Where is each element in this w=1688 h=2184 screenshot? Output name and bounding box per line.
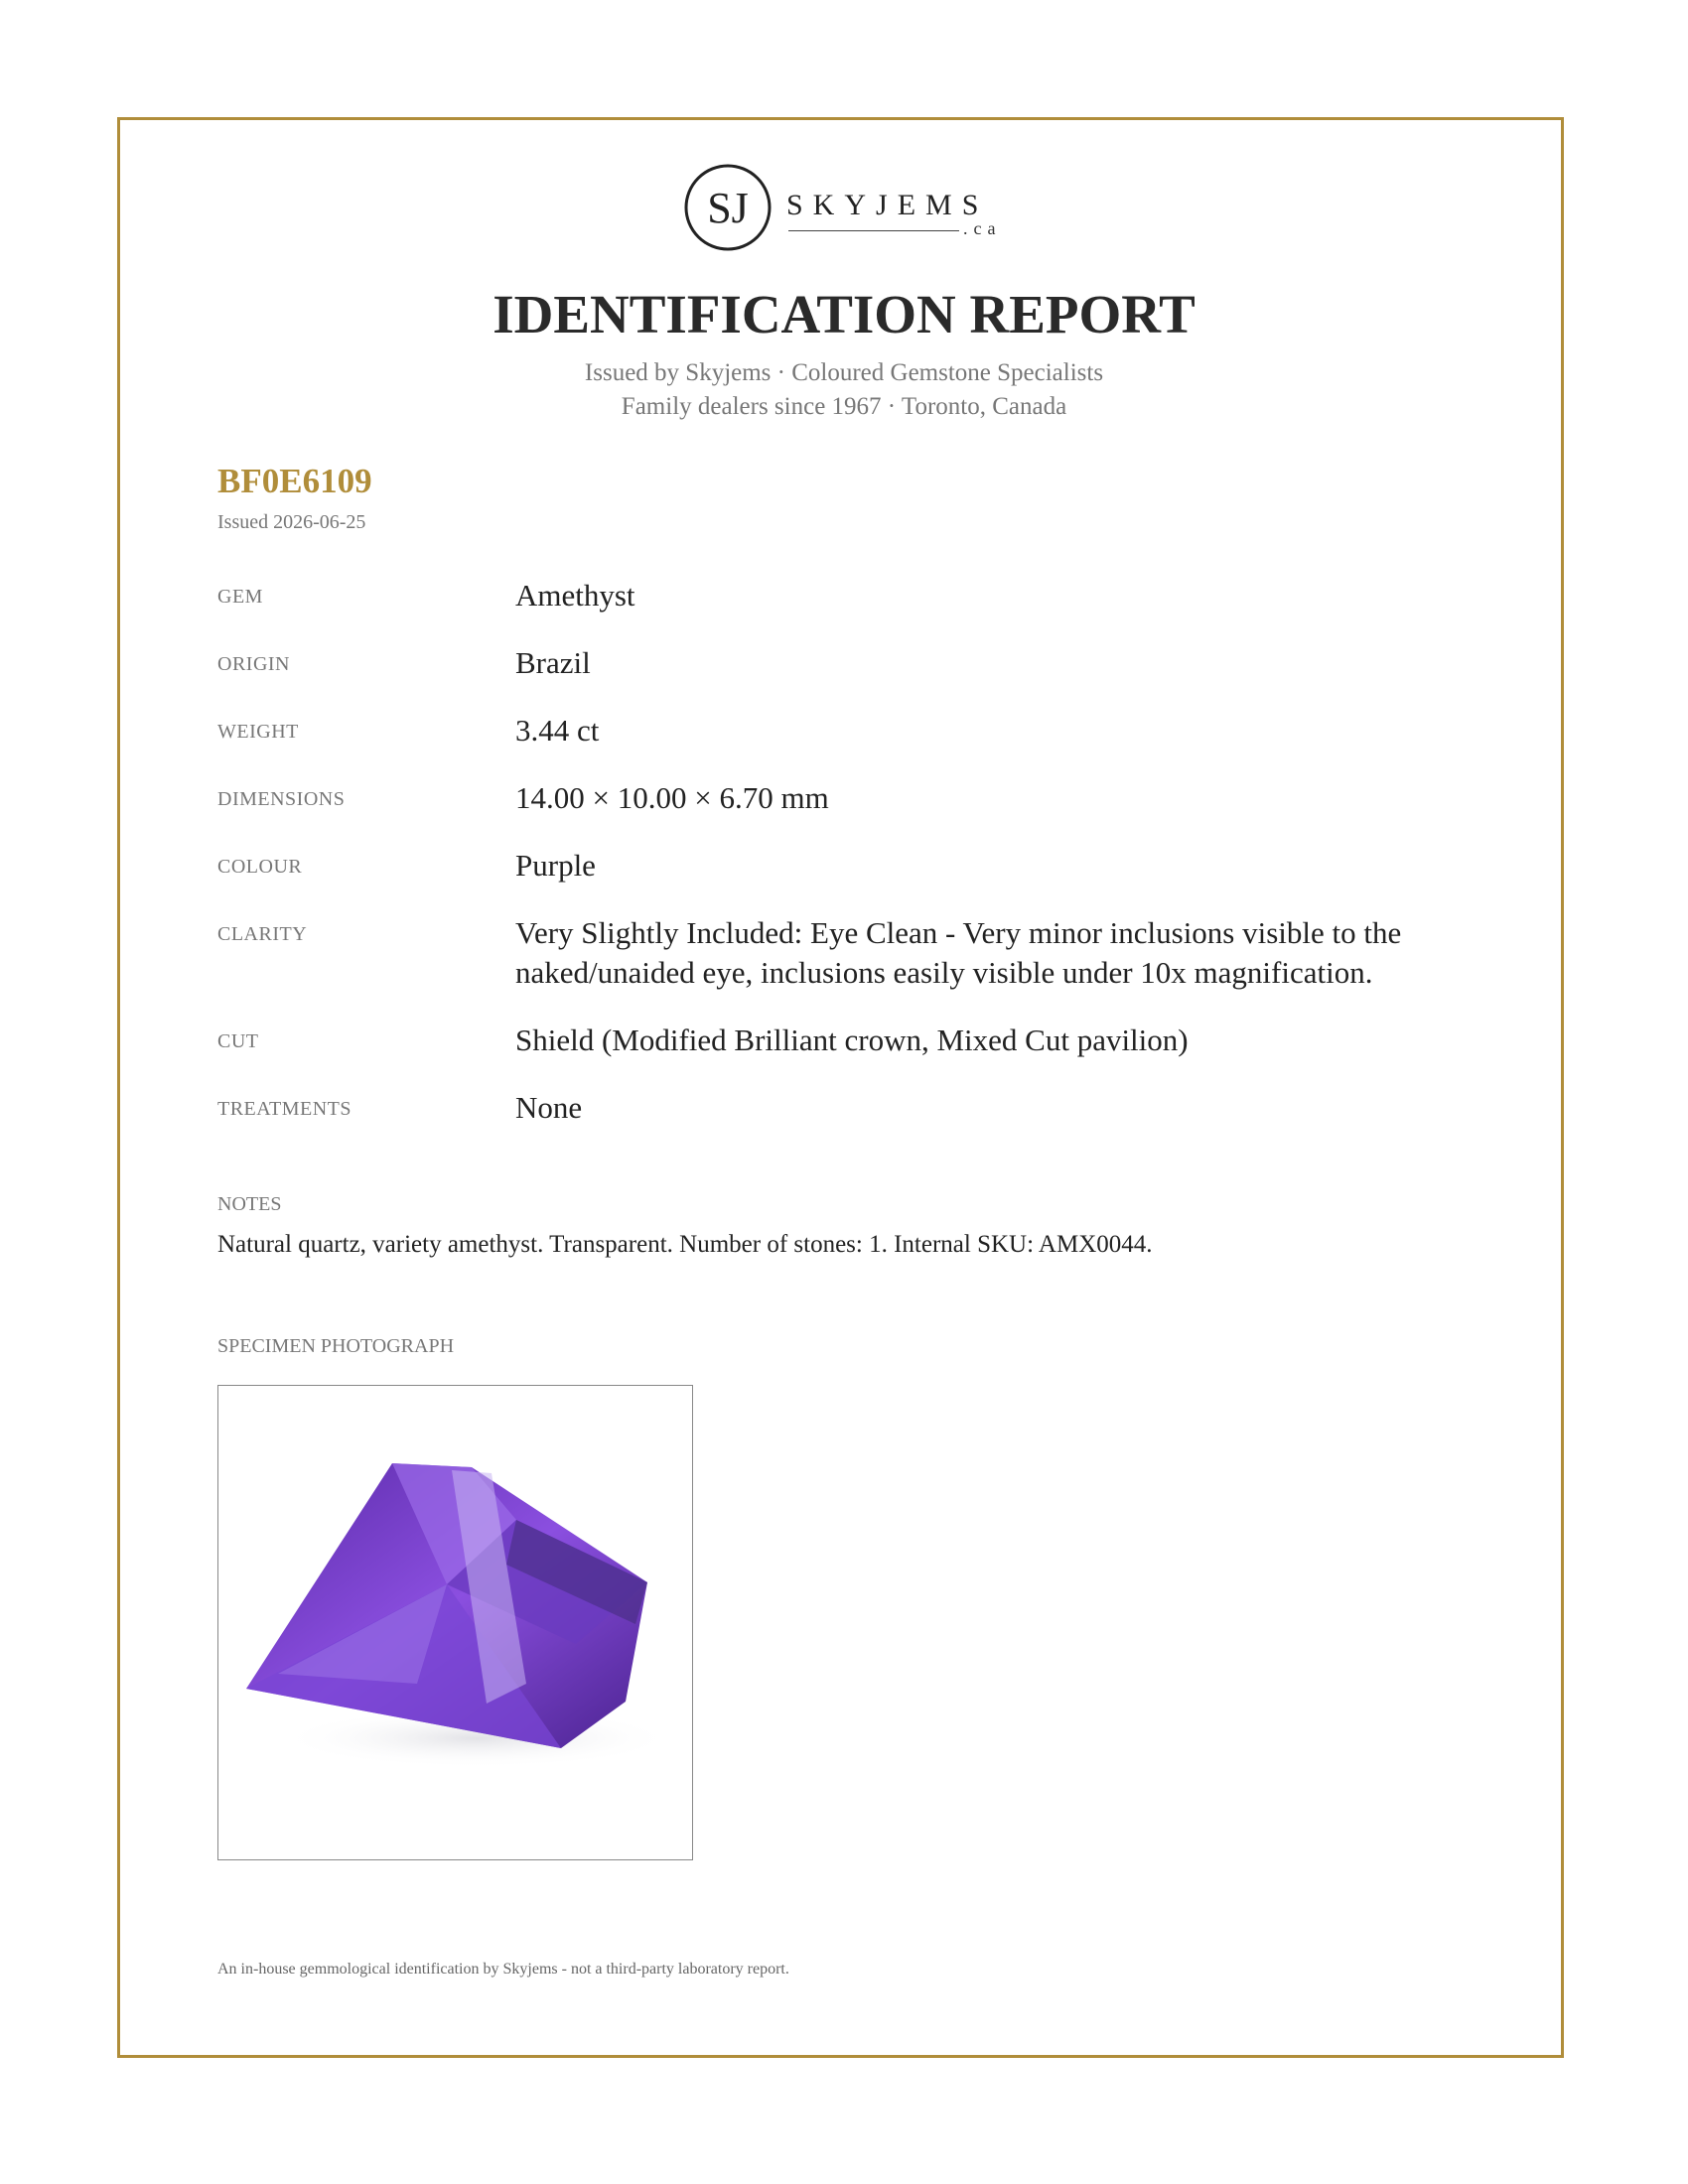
brand-domain: .ca bbox=[963, 218, 1002, 238]
field-value: 3.44 ct bbox=[515, 713, 600, 748]
field-label: ORIGIN bbox=[217, 653, 290, 675]
notes-text: Natural quartz, variety amethyst. Transparent. Number of stones: 1. Internal SKU: AMX0044. bbox=[217, 1231, 1153, 1258]
report-code: BF0E6109 bbox=[217, 462, 372, 500]
field-label: DIMENSIONS bbox=[217, 788, 346, 810]
page-title: IDENTIFICATION REPORT bbox=[492, 284, 1196, 344]
sj-monogram-icon bbox=[683, 163, 773, 252]
field-value: Shield (Modified Brilliant crown, Mixed Cut pavilion) bbox=[515, 1023, 1189, 1057]
field-label: WEIGHT bbox=[217, 721, 299, 743]
notes-label: NOTES bbox=[217, 1193, 282, 1215]
field-value: 14.00 × 10.00 × 6.70 mm bbox=[515, 780, 829, 815]
field-value: None bbox=[515, 1090, 583, 1125]
issue-date: Issued 2026-06-25 bbox=[217, 511, 366, 533]
field-label: COLOUR bbox=[217, 856, 303, 878]
field-label: GEM bbox=[217, 586, 263, 608]
svg-text:SJ: SJ bbox=[707, 184, 749, 232]
field-value: Brazil bbox=[515, 645, 591, 680]
field-value: Very Slightly Included: Eye Clean - Very minor inclusions visible to the naked/unaided eye, inclusions easily visible under 10x magnification. bbox=[515, 915, 1402, 990]
amethyst-gem-image bbox=[218, 1386, 692, 1859]
brand-name: SKYJEMS bbox=[786, 189, 989, 221]
subtitle-line1: Issued by Skyjems · Coloured Gemstone Specialists bbox=[584, 359, 1104, 386]
field-label: TREATMENTS bbox=[217, 1098, 352, 1120]
field-value: Amethyst bbox=[515, 578, 635, 613]
field-label: CUT bbox=[217, 1030, 259, 1052]
specimen-photo bbox=[217, 1385, 693, 1860]
skyjems-logo bbox=[683, 163, 1011, 262]
photo-label: SPECIMEN PHOTOGRAPH bbox=[217, 1335, 455, 1357]
subtitle-line2: Family dealers since 1967 · Toronto, Canada bbox=[621, 393, 1067, 420]
field-label: CLARITY bbox=[217, 923, 308, 945]
field-value: Purple bbox=[515, 848, 596, 883]
footer-disclaimer: An in-house gemmological identification by Skyjems - not a third-party laboratory report. bbox=[217, 1961, 789, 1978]
brand-underline bbox=[788, 230, 959, 231]
